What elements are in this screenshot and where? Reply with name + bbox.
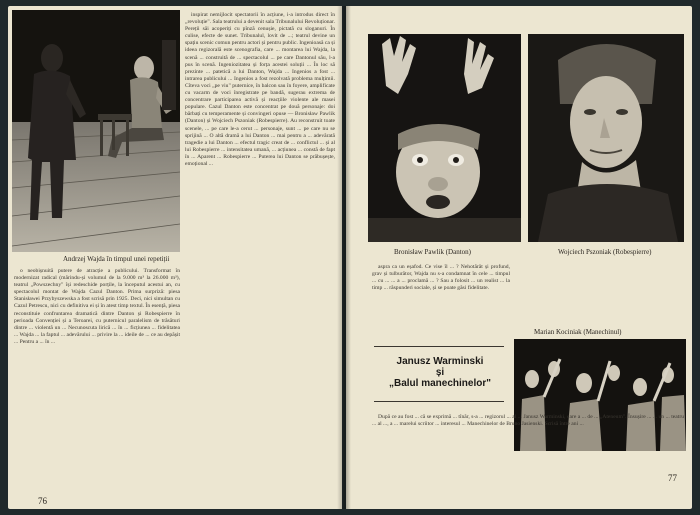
- robespierre-photo-image: [528, 34, 684, 242]
- kociniak-caption: Marian Kociniak (Manechinul): [534, 328, 622, 336]
- left-page-number: 76: [38, 496, 47, 506]
- article-title: [372, 356, 508, 389]
- right-page-number: 77: [668, 473, 677, 483]
- article-title-amp: și: [435, 367, 445, 378]
- robespierre-photo: [528, 34, 684, 242]
- right-page: [346, 6, 692, 509]
- danton-caption: Bronisław Pawlik (Danton): [394, 248, 471, 256]
- left-page-column-right: [185, 12, 335, 508]
- article-title-line1: Janusz Warminski: [396, 356, 484, 367]
- right-lower-text: După ce au fost ... că se exprimă ... tînăr, s-a ... regizorul ... al ... Janusz Warminski, care a ... de ... „Ateneum". Însușire ... ... un ... teatru ... al ..., a ... marelui scriitor ... interesul ... Manechinelor de Bruno Jasienski. Scrisă între ani ...: [372, 414, 684, 428]
- robespierre-caption: Wojciech Pszoniak (Robespierre): [558, 248, 652, 256]
- left-page-column-left: [14, 268, 180, 498]
- rehearsal-photo-caption: Andrzej Wajda în timpul unei repetiții: [63, 255, 170, 263]
- right-page-upper-column: [372, 264, 510, 340]
- right-upper-text: aspra ca un eșafod. Ce vise îl ... ? Nehotărât și profund, grav și tulburător, Wajda nu s-a condamnat în cele ... timpul ... cu ... ... a ... proclamă ... ? Sau a folosit ... un realist ... la timp ... răspunderi sociale, și se poate găsi fidelitate.: [372, 264, 510, 292]
- left-column-left-text: o neobișnuită putere de atracție a publicului. Transformat în modernizat radical (mărindu-și volumul de la 9.000 m³ la 26.000 m³), teatrul „Powszechny" își redeschide porțile, la începutul acestui an, cu spectacolul montat de Wajda Cazul Danton. Prima surpriză: piesa Stanisławei Przybyszewska a fost scrisă prin 1925. Deci, nici simultan cu Cazul Petrescu, nici cu definitiva ei și în atest timp textul. În esență, piesa reconstituie confruntarea dramatică dintre Danton și Robespierre în perioada Convenției și a Teroarei, cu puternicul paralelism de trăsături dintre ... violentă un ... Necunoscuta lirică ... în ... ficțiunea ... fidelitatea ... Wajda ... la faptul ... adevărului ... privire la ... ideile de ... ce au depășit ... Pentru a ... în ...: [14, 268, 180, 345]
- title-rule-bottom: [374, 401, 504, 402]
- rehearsal-photo-image: [12, 10, 180, 252]
- title-rule-top: [374, 346, 504, 347]
- danton-photo: [368, 34, 521, 242]
- right-page-lower-column: [372, 414, 684, 494]
- left-page: [8, 6, 342, 509]
- book-gutter: [337, 6, 351, 509]
- left-column-right-text: inspirat nemijlocit spectatorii în acțiune, i-a introdus direct în „revoluție". Sala teatrului a devenit sala Tribunalului Revoluționar. Pereții săi acoperiți cu pînză cenușie, pictată cu sloganuri. În culise, efecte de sunet. Tribunalul, lovit de ...; teatrul devine un spațiu scenic comun pentru actori și pentru public. Ingenioasă ca și ideea regizorală este scenografia, care ... montarea lui Wajda, la scenă ... construită de ... spectacolul ... pe care Dantonul său, l-a pus în scenă. Ingeniozitatea și forța acestei soluții ... În loc să prezinte ... patetică a lui Danton, Wajda ... Ingenios a fost ... intrarea publicului ... Ingenios a fost rezolvată problema mulțimii. Cîteva voci „pe viu" puternice, în balcon sau în foyere, amplificate cu vacarm de voci înregistrate pe bandă, sugerau extrema de concentrare participarea activă și reacțiile violente ale masei populare. Cazul Danton este concentrat pe două personaje: doi bărbați cu temperamente și convingeri opuse — Bronisław Pawlik (Danton) și Wojciech Pszoniak (Robespierre). Au reconstruit toate scenele, ... pe care le-a cerut ... personaje, sunt ... pe care nu se sprijină ... O altă dramă a lui Danton ... mai pentru a ... adevărată tragedie a lui Danton ... efectul tragic creat de ... conflictul ... și al lui Robespierre ... intensitatea umană, ... acțiunea ... constă de fapt în ... Aparent ... Robespierre ... Puterea lui Danton se prăbușește, emoțional ...: [185, 12, 335, 167]
- danton-photo-image: [368, 34, 521, 242]
- article-title-line2: „Balul manechinelor": [389, 378, 491, 389]
- rehearsal-photo: [12, 10, 180, 252]
